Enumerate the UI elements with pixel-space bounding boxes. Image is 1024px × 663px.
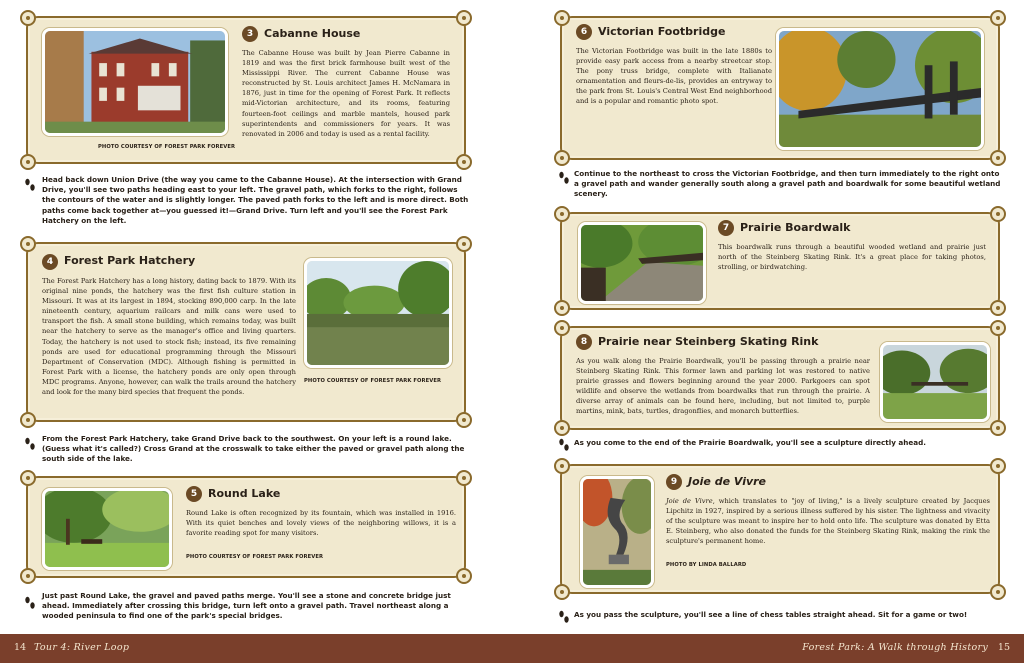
left-page-number: 14 xyxy=(14,642,27,653)
section-number-badge: 4 xyxy=(42,254,58,270)
corner-ornament xyxy=(554,458,570,474)
corner-ornament xyxy=(456,568,472,584)
footprints-icon xyxy=(558,610,570,624)
photo-credit: PHOTO COURTESY OF FOREST PARK FOREVER xyxy=(98,144,236,150)
corner-ornament xyxy=(20,412,36,428)
section-body: As you walk along the Prairie Boardwalk, you'll be passing through a prairie near Steinberg Skating Rink. This former lawn and parking lot was restored to native prairie grasses and flowers beginning around the year 2000. Parkgoers can spot wildlife and observe the wetlands from boardwalks that run through the prairie. A diverse array of animals can be found here, including, but not limited to, purple martins, mink, bats, turtles, dragonflies, and monarch butterflies. xyxy=(576,357,870,416)
corner-ornament xyxy=(990,206,1006,222)
corner-ornament xyxy=(456,412,472,428)
direction-text: Head back down Union Drive (the way you came to the Cabanne House). At the intersection with Grand Drive, you'll see two paths heading east to your left. The gravel path, which forks to the right, follows the contours of the water and is slightly longer. The paved path forks to the left and is more direct. Both paths come back together at—you guessed it!—Grand Drive. Turn left and you'll see the Forest Park Hatchery on the left. xyxy=(42,175,469,225)
section-number-badge: 3 xyxy=(242,26,258,42)
corner-ornament xyxy=(990,584,1006,600)
section-joie-de-vivre xyxy=(560,464,1000,594)
corner-ornament xyxy=(990,320,1006,336)
corner-ornament xyxy=(456,10,472,26)
left-page xyxy=(0,0,512,634)
footprints-icon xyxy=(24,437,36,451)
section-prairie-boardwalk xyxy=(560,212,1000,310)
section-number-badge: 6 xyxy=(576,24,592,40)
section-number-badge: 5 xyxy=(186,486,202,502)
section-victorian-footbridge xyxy=(560,16,1000,160)
direction-text: As you come to the end of the Prairie Boardwalk, you'll see a sculpture directly ahead. xyxy=(574,438,926,447)
corner-ornament xyxy=(456,154,472,170)
section-body xyxy=(666,496,990,546)
direction-text: From the Forest Park Hatchery, take Grand Drive back to the southwest. On your left is a round lake. (Guess what it's called?) Cross Grand at the crosswalk to take either the paved or gravel path along the south side of the lake. xyxy=(42,434,465,464)
sculpture-name: Joie de Vivre xyxy=(666,497,713,505)
prairie-photo xyxy=(880,342,990,422)
section-title: Forest Park Hatchery xyxy=(64,254,196,267)
footprints-icon xyxy=(24,596,36,610)
boardwalk-photo xyxy=(578,222,706,304)
photo-credit: PHOTO COURTESY OF FOREST PARK FOREVER xyxy=(304,378,442,384)
footprints-icon xyxy=(558,171,570,185)
page-footer xyxy=(0,634,1024,663)
corner-ornament xyxy=(20,10,36,26)
section-body: Round Lake is often recognized by its fountain, which was installed in 1916. With its quiet benches and lovely views of the neighboring willows, it is a favorite reading spot for many visitors. xyxy=(186,509,456,538)
photo-credit: PHOTO BY LINDA BALLARD xyxy=(666,562,747,568)
direction-text: Just past Round Lake, the gravel and paved paths merge. You'll see a stone and concrete bridge just ahead. Immediately after crossing this bridge, turn left onto a gravel path. Travel northeast along a wooded peninsula to find one of the park's special bridges. xyxy=(42,591,451,621)
corner-ornament xyxy=(554,206,570,222)
corner-ornament xyxy=(456,236,472,252)
corner-ornament xyxy=(990,10,1006,26)
section-body: The Forest Park Hatchery has a long history, dating back to 1879. With its original nine ponds, the hatchery was the first fish culture station in Missouri. It was at its largest in 1894, stocking 890,000 carp. In the late nineteenth century, aquarium railcars and milk cans were used to transport the fish. A small stone building, which remains today, was built near the hatchery to serve as the manager's office and living quarters. Today, the hatchery is not used to stock fish; instead, its five remaining ponds are used for educational programming through the Missouri Department of Conservation (MDC). Although fishing is permitted in Forest Park with a license, the hatchery ponds are only open through MDC programs. Anyone, however, can walk the trails around the hatchery and look for the many bird species that frequent the ponds. xyxy=(42,277,296,397)
corner-ornament xyxy=(990,458,1006,474)
corner-ornament xyxy=(554,420,570,436)
section-number-badge: 8 xyxy=(576,334,592,350)
section-title: Joie de Vivre xyxy=(688,475,767,488)
section-cabanne-house xyxy=(26,16,466,164)
cabanne-house-photo xyxy=(42,28,228,136)
round-lake-photo xyxy=(42,488,172,570)
corner-ornament xyxy=(20,154,36,170)
section-forest-park-hatchery xyxy=(26,242,466,422)
section-round-lake xyxy=(26,476,466,578)
corner-ornament xyxy=(990,300,1006,316)
corner-ornament xyxy=(20,568,36,584)
section-body: The Cabanne House was built by Jean Pierre Cabanne in 1819 and was the first brick farmhouse built west of the Mississippi River. The current Cabanne House was reconstructed by St. Louis architect James H. McNamara in 1876, just in time for the opening of Forest Park. It reflects mid-Victorian architecture, and its rooms, featuring fourteen-foot ceilings and marble mantels, housed park superintendents and commissioners for years. It was renovated in 2006 and today is used as a rental facility. xyxy=(242,49,450,138)
section-title: Prairie Boardwalk xyxy=(740,221,851,234)
section-number-badge: 9 xyxy=(666,474,682,490)
section-title: Round Lake xyxy=(208,487,281,500)
hatchery-pond-photo xyxy=(304,258,452,368)
section-body-text: , which translates to "joy of living," is a lively sculpture created by Jacques Lipchitz in 1927, inspired by a serious illness suffered by his sister. The lightness and vivacity of the sculpture was meant to inspire her to hold onto life. The sculpture was donated by Etta E. Steinberg, who also donated the funds for the Steinberg Skating Rink, making the rink the sculpture's permanent home. xyxy=(666,497,990,546)
right-page-number: 15 xyxy=(997,642,1010,653)
right-running-title: Forest Park: A Walk through History xyxy=(802,642,988,653)
corner-ornament xyxy=(554,150,570,166)
direction-text: Continue to the northeast to cross the Victorian Footbridge, and then turn immediately to the right onto a gravel path and wander generally south along a gravel path and boardwalk for some beautiful wetland scenery. xyxy=(574,169,1001,199)
section-prairie-steinberg xyxy=(560,326,1000,430)
corner-ornament xyxy=(990,420,1006,436)
corner-ornament xyxy=(990,150,1006,166)
section-title: Victorian Footbridge xyxy=(598,25,726,38)
footprints-icon xyxy=(558,438,570,452)
section-title: Cabanne House xyxy=(264,27,361,40)
left-running-title: Tour 4: River Loop xyxy=(34,642,130,653)
corner-ornament xyxy=(554,300,570,316)
photo-credit: PHOTO COURTESY OF FOREST PARK FOREVER xyxy=(186,554,324,560)
corner-ornament xyxy=(20,236,36,252)
corner-ornament xyxy=(456,470,472,486)
corner-ornament xyxy=(554,320,570,336)
sculpture-photo xyxy=(580,476,654,588)
corner-ornament xyxy=(554,584,570,600)
corner-ornament xyxy=(20,470,36,486)
direction-text: As you pass the sculpture, you'll see a line of chess tables straight ahead. Sit for a game or two! xyxy=(574,610,968,619)
right-page xyxy=(512,0,1024,634)
section-body: This boardwalk runs through a beautiful wooded wetland and prairie just north of the Steinberg Skating Rink. It's a great place for taking photos, strolling, or birdwatching. xyxy=(718,243,986,272)
footbridge-photo xyxy=(776,28,984,150)
corner-ornament xyxy=(554,10,570,26)
section-number-badge: 7 xyxy=(718,220,734,236)
section-title: Prairie near Steinberg Skating Rink xyxy=(598,335,819,348)
section-body: The Victorian Footbridge was built in the late 1880s to provide easy park access from a nearby streetcar stop. The pony truss bridge, complete with Italianate ornamentation and fleurs-de-lis, provides an entryway to the park from St. Louis's Central West End neighborhood and is a popular and romantic photo spot. xyxy=(576,47,772,106)
footprints-icon xyxy=(24,178,36,192)
